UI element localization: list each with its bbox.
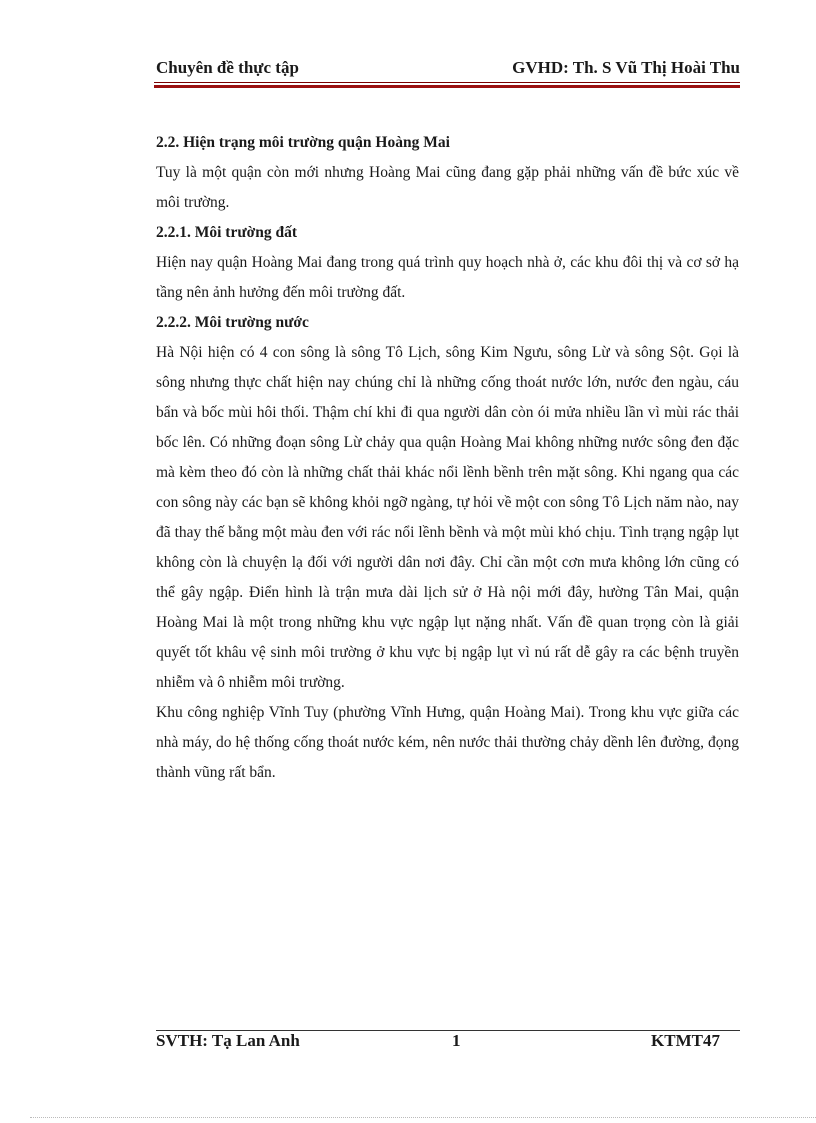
header-divider-thick bbox=[154, 85, 740, 88]
header-course-title: Chuyên đề thực tập bbox=[156, 58, 299, 77]
water-paragraph-1: Hà Nội hiện có 4 con sông là sông Tô Lịch, sông Kim Ngưu, sông Lừ và sông Sột. Gọi là sông nhưng thực chất hiện nay chúng chỉ là những cống thoát nước lớn, nước đen ngàu, cáu bẩn và bốc mùi hôi thối. Thậm chí khi đi qua người dân còn ói mửa nhiều lần vì mùi rác thải bốc lên. Có những đoạn sông Lừ chảy qua quận Hoàng Mai không những nước sông đen đặc mà kèm theo đó còn là những chất thải khác nổi lềnh bềnh trên mặt sông. Khi ngang qua các con sông này các bạn sẽ không khỏi ngỡ ngàng, tự hỏi về một con sông Tô Lịch năm nào, nay đã thay thế bằng một màu đen với rác nổi lềnh bềnh và một mùi khó chịu. Tình trạng ngập lụt không còn là chuyện lạ đối với người dân nơi đây. Chỉ cần một cơn mưa không lớn cũng có thể gây ngập. Điển hình là trận mưa dài lịch sử ở Hà nội mới đây, hường Tân Mai, quận Hoàng Mai là một trong những khu vực ngập lụt nặng nhất. Vấn đề quan trọng còn là giải quyết tốt khâu vệ sinh môi trường ở khu vực bị ngập lụt vì nú rất dễ gây ra các bệnh truyền nhiễm và ô nhiễm môi trường. bbox=[156, 344, 739, 691]
subsection-heading-soil: 2.2.1. Môi trường đất bbox=[156, 224, 298, 241]
footer-class: KTMT47 bbox=[651, 1031, 720, 1050]
page-footer bbox=[156, 1031, 740, 1055]
soil-paragraph: Hiện nay quận Hoàng Mai đang trong quá trình quy hoạch nhà ở, các khu đôi thị và cơ sở hạ tầng nên ảnh hưởng đến môi trường đất. bbox=[156, 254, 739, 301]
header-divider-thin bbox=[154, 82, 740, 83]
page-number: 1 bbox=[452, 1031, 461, 1050]
document-body bbox=[156, 128, 739, 788]
water-paragraph-2: Khu công nghiệp Vĩnh Tuy (phường Vĩnh Hưng, quận Hoàng Mai). Trong khu vực giữa các nhà máy, do hệ thống cống thoát nước kém, nên nước thải thường chảy dềnh lên đường, đọng thành vũng rất bẩn. bbox=[156, 704, 739, 781]
header-supervisor: GVHD: Th. S Vũ Thị Hoài Thu bbox=[512, 58, 740, 77]
subsection-heading-water: 2.2.2. Môi trường nước bbox=[156, 314, 309, 331]
intro-paragraph: Tuy là một quận còn mới nhưng Hoàng Mai cũng đang gặp phải những vấn đề bức xúc về môi trường. bbox=[156, 164, 739, 211]
page-bottom-edge bbox=[30, 1117, 816, 1118]
section-heading: 2.2. Hiện trạng môi trường quận Hoàng Mai bbox=[156, 134, 450, 151]
footer-student: SVTH: Tạ Lan Anh bbox=[156, 1031, 300, 1050]
page-header bbox=[156, 58, 740, 82]
